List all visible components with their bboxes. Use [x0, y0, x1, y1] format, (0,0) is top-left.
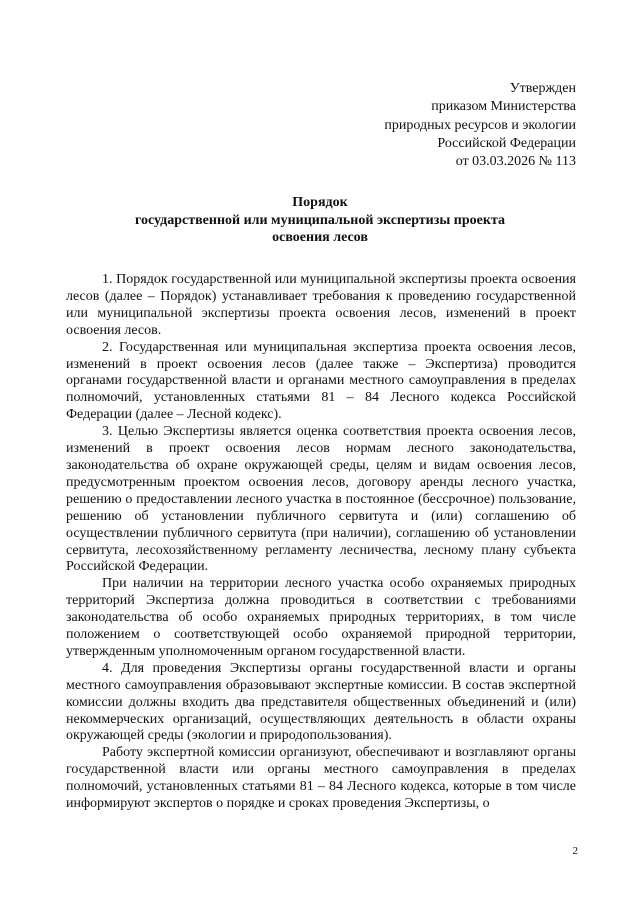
- paragraph-2: 2. Государственная или муниципальная экспертиза проекта освоения лесов, изменений в проект освоения лесов (далее также – Экспертиза) проводится органами государственной власти и органами местного самоуправления в пределах полномочий, установленных статьями 81 – 84 Лесного кодекса Российской Федерации (далее – Лесной кодекс).: [66, 339, 576, 423]
- approval-line: Российской Федерации: [437, 135, 576, 151]
- approval-block: [384, 80, 576, 171]
- document-title: [64, 194, 576, 247]
- approval-line: от 03.03.2026 № 113: [455, 154, 576, 170]
- paragraph-4-continued: Работу экспертной комиссии организуют, обеспечивают и возглавляют органы государственной власти или органы местного самоуправления в пределах полномочий, установленных статьями 81 – 84 Лесного кодекса, которые в том числе информируют экспертов о порядке и сроках проведения Экспертизы, о: [66, 745, 576, 812]
- paragraph-1: 1. Порядок государственной или муниципальной экспертизы проекта освоения лесов (далее – Порядок) устанавливает требования к проведению государственной или муниципальной экспертизы проекта освоения лесов, изменений в проект освоения лесов.: [66, 272, 576, 338]
- document-body: [66, 272, 576, 813]
- approval-line: Утвержден: [509, 81, 576, 96]
- paragraph-3-continued: При наличии на территории лесного участка особо охраняемых природных территорий Экспертиза должна проводиться в соответствии с требованиями законодательства об особо охраняемых природных территориях, в том числе положением о соответствующей особо охраняемой природной территории, утвержденным уполномоченным органом государственной власти.: [66, 576, 576, 659]
- paragraph-3: 3. Целью Экспертизы является оценка соответствия проекта освоения лесов, изменений в проект освоения лесов нормам лесного законодательства, законодательства об охране окружающей среды, целям и видам освоения лесов, предусмотренным проектом освоения лесов, договору аренды лесного участка, решению о предоставлении лесного участка в постоянное (бессрочное) пользование, решению об установлении публичного сервитута и (или) соглашению об осуществлении публичного сервитута (при наличии), соглашению об установлении сервитута, лесохозяйственному регламенту лесничества, лесному плану субъекта Российской Федерации.: [66, 424, 576, 575]
- page-number: 2: [572, 845, 578, 857]
- paragraph-4: 4. Для проведения Экспертизы органы государственной власти и органы местного самоуправления образовывают экспертные комиссии. В состав экспертной комиссии должны входить два представителя общественных объединений и (или) некоммерческих организаций, осуществляющих деятельность в области охраны окружающей среды (экологии и природопользования).: [66, 660, 576, 744]
- title-line: государственной или муниципальной экспертизы проекта: [134, 212, 505, 228]
- approval-line: природных ресурсов и экологии: [384, 117, 576, 133]
- title-line: Порядок: [292, 195, 348, 210]
- approval-line: приказом Министерства: [431, 99, 576, 115]
- title-line: освоения лесов: [272, 230, 368, 245]
